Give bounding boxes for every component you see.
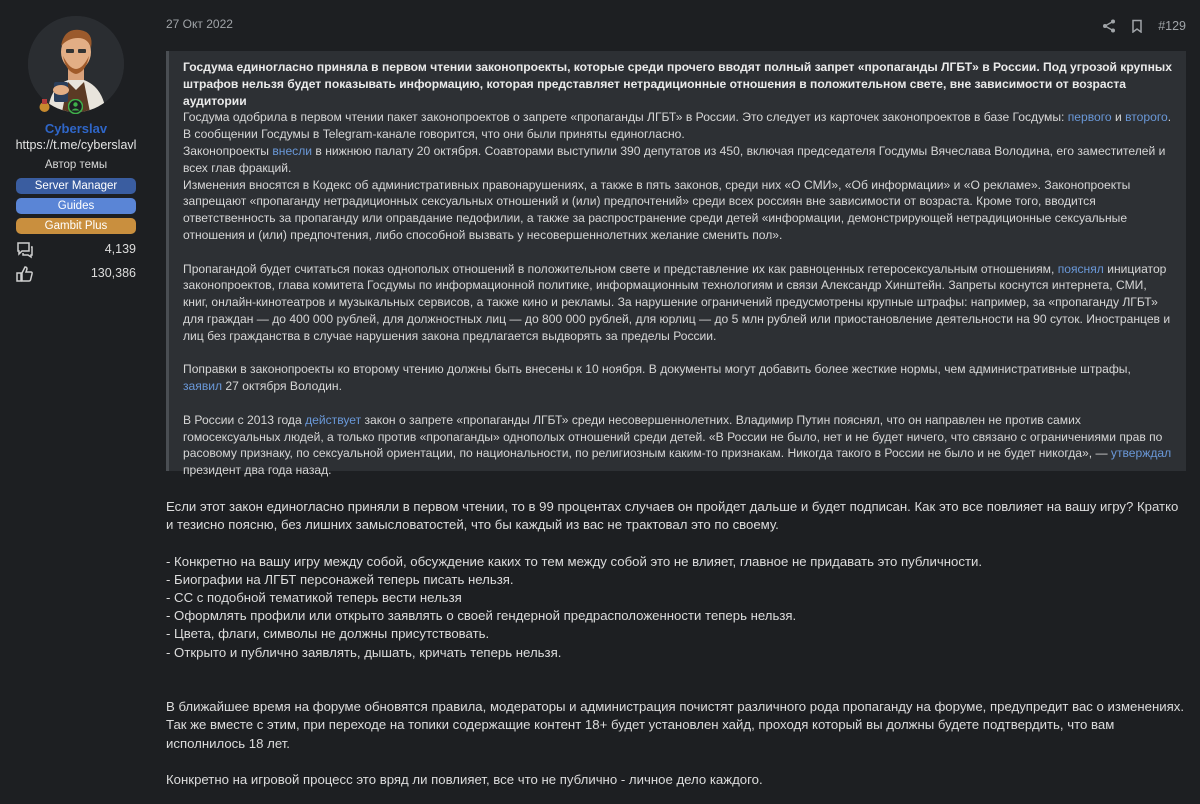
- post-actions: [1102, 17, 1186, 35]
- body-list-item: - Конкретно на вашу игру между собой, обсуждение каких то тем между собой это не влияет, главное не придавать это публичности.: [166, 553, 983, 569]
- body-list-item: - Открыто и публично заявлять, дышать, кричать теперь нельзя.: [166, 644, 562, 660]
- messages-icon: [16, 241, 34, 259]
- link-asserted[interactable]: утверждал: [1110, 446, 1172, 461]
- reactions-count: 130,386: [90, 266, 136, 280]
- share-icon[interactable]: [1102, 19, 1116, 33]
- body-list-item: - Цвета, флаги, символы не должны присутствовать.: [166, 626, 490, 642]
- user-title: Автор темы: [44, 159, 108, 171]
- body-final: Конкретно на игровой процесс это вряд ли повлияет, все что не публично - личное дело каждого.: [166, 771, 763, 787]
- link-stated[interactable]: заявил: [183, 379, 223, 394]
- quote-paragraph: Изменения вносятся в Кодекс об административных правонарушениях, а также в пять законов, среди них «О СМИ», «Об информации» и «О рекламе». Законопроекты запрещают «пропаганду нетрадиционных сексуальных отношений и (или) предпочтений» среди всех россиян вне зависимости от возраста. Кроме того, вводится ответственность за пропаганду или оправдание педофилии, а также за распространение среди детей «информации, демонстрирующей нетрадиционные сексуальные отношения и (или) предпочтения, либо способной вызвать у несовершеннолетних желание сменить пол».: [183, 177, 1131, 242]
- body-list-item: - Биографии на ЛГБТ персонажей теперь писать нельзя.: [166, 571, 514, 587]
- link-explained[interactable]: пояснял: [1057, 261, 1104, 276]
- body-list-item: - Оформлять профили или открыто заявлять о своей гендерной предрасположенности теперь нельзя.: [166, 608, 797, 624]
- stat-reactions: [16, 265, 136, 283]
- quote-paragraph: Пропагандой будет считаться показ однополых отношений в положительном свете и представление их как равноценных гетеросексуальным отношениям, пояснял инициатор законопроектов, глава комитета Госдумы по информационной политике, информационным технологиям и связи Александр Хинштейн. Запреты коснутся интернета, СМИ, книг, онлайн-кинотеатров и музыкальных сервисов, а также кино и рекламы. За нарушение ограничений предусмотрены крупные штрафы: например, за «пропаганду ЛГБТ» для граждан — до 400 000 рублей, для должностных лиц — до 800 000 рублей, для юрлиц — до 5 млн рублей или приостановление деятельности на 90 суток. Иностранцев и лиц без гражданства в случае нарушения закона предлагается выдворять за пределы России.: [183, 261, 1171, 343]
- banner-guides: Guides: [16, 198, 136, 214]
- username[interactable]: Cyberslav: [44, 121, 108, 136]
- online-status-icon: [68, 99, 83, 114]
- post-number[interactable]: #129: [1158, 19, 1186, 33]
- quote-paragraph: В сообщении Госдумы в Telegram-канале говорится, что они были приняты единогласно.: [183, 127, 685, 142]
- quote-headline: Госдума единогласно приняла в первом чтении законопроекты, которые среди прочего вводят полный запрет «пропаганды ЛГБТ» в России. Под угрозой крупных штрафов нельзя будет показывать информацию, которая представляет нетрадиционные отношения в положительном свете, вне зависимости от возраста аудитории: [183, 60, 1172, 108]
- avatar[interactable]: [28, 16, 124, 112]
- link-in-force[interactable]: действует: [305, 412, 362, 427]
- user-sidebar: [0, 0, 152, 804]
- thumbs-up-icon: [16, 265, 34, 283]
- body-list-item: - СС с подобной тематикой теперь вести нельзя: [166, 590, 462, 605]
- body-outro: В ближайшее время на форуме обновятся правила, модераторы и администрация почистят различного рода пропаганду на форуме, предупредит вас о изменениях. Так же вместе с этим, при переходе на топики содержащие контент 18+ будет установлен хайд, проходя который вы должны будете подтвердить, что вам исполнилось 18 лет.: [166, 699, 1185, 751]
- link-first-bill[interactable]: первого: [1067, 110, 1112, 125]
- body-intro: Если этот закон единогласно приняли в первом чтении, то в 99 процентах случаев он пройдет дальше и будет подписан. Как это все повлияет на вашу игру? Кратко и тезисно поясню, без лишних замысловатостей, что бы каждый из вас не трактовал это по своему.: [166, 499, 1179, 533]
- quote-paragraph: Госдума одобрила в первом чтении пакет законопроектов о запрете «пропаганды ЛГБТ» в России. Это следует из карточек законопроектов в базе Госдумы: первого и второго.: [183, 110, 1172, 125]
- link-introduced[interactable]: внесли: [272, 143, 313, 158]
- quote-paragraph: Законопроекты внесли в нижнюю палату 20 октября. Соавторами выступили 390 депутатов из 450, включая председателя Госдумы Вячеслава Володина, его заместителей и всех глав фракций.: [183, 143, 1166, 175]
- award-icon: [37, 99, 52, 114]
- quote-block: [166, 51, 1186, 478]
- messages-count: 4,139: [104, 242, 136, 256]
- quote-paragraph: Поправки в законопроекты ко второму чтению должны быть внесены к 10 ноября. В документы могут добавить более жесткие нормы, чем административные штрафы, заявил 27 октября Володин.: [183, 362, 1131, 394]
- bookmark-icon[interactable]: [1130, 19, 1144, 33]
- post-body: [166, 498, 1186, 789]
- link-second-bill[interactable]: второго: [1125, 110, 1168, 125]
- banner-server-manager: Server Manager: [16, 178, 136, 194]
- user-contact-link[interactable]: https://t.me/cyberslavl: [15, 138, 137, 152]
- quote-paragraph: В России с 2013 года действует закон о запрете «пропаганды ЛГБТ» среди несовершеннолетних. Владимир Путин пояснял, что он направлен не против самих гомосексуальных людей, а только против «пропаганды» однополых отношений среди детей. «В России не было, нет и не будет ничего, что связано с ограничениями прав по расовому признаку, по сексуальной ориентации, по национальности, по религиозным каким-то признакам. Никогда такого в России не было и не будет никогда», — утверждал президент два года назад.: [183, 412, 1172, 478]
- stat-messages: [16, 241, 136, 259]
- post-date[interactable]: 27 Окт 2022: [166, 17, 233, 31]
- banner-gambit-plus: Gambit Plus: [16, 218, 136, 234]
